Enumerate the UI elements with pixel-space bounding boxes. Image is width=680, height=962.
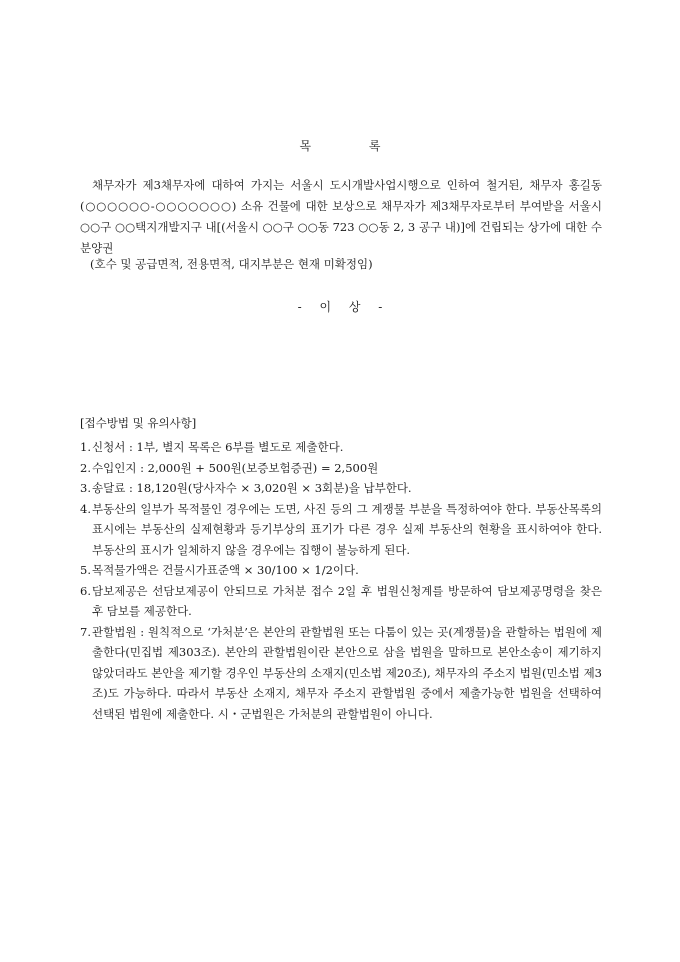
note-number: 5. [80,563,91,577]
note-item [80,499,602,561]
note-text: 관할법원 : 원칙적으로 ‘가처분’은 본안의 관할법원 또는 다툼이 있는 곳(계쟁물)을 관할하는 법원에 제출한다(민집법 제303조). 본안의 관할법원이란 본안으로 삼을 법원을 말하므로 본안소송이 제기하지 않았더라도 본안을 제기할 경우인 부동산의 소재지(민소법 제20조), 채무자의 주소지 법원(민소법 제3조)도 가능하다. 따라서 부동산 소재지, 채무자 주소지 관할법원 중에서 제출가능한 법원을 선택하여 선택된 법원에 제출한다. 시・군법원은 가처분의 관할법원이 아니다. [92,624,602,721]
note-text: 수입인지 : 2,000원 + 500원(보증보험증권) = 2,500원 [92,460,379,475]
note-number: 2. [80,460,91,475]
property-note: (호수 및 공급면적, 전용면적, 대지부분은 현재 미확정임) [90,257,373,271]
note-number: 1. [80,440,91,454]
note-number: 4. [80,501,91,516]
note-item [80,437,602,458]
notes-heading: [접수방법 및 유의사항] [80,416,197,430]
note-item [80,560,602,581]
document-title: 목 록 [299,139,381,153]
note-number: 6. [80,583,91,598]
note-text: 송달료 : 18,120원(당사자수 × 3,020원 × 3회분)을 납부한다. [92,481,412,495]
note-item [80,622,602,725]
note-item [80,581,602,622]
note-item [80,458,602,479]
note-text: 신청서 : 1부, 별지 목록은 6부를 별도로 제출한다. [92,440,344,454]
note-number: 3. [80,481,91,495]
note-text: 목적물가액은 건물시가표준액 × 30/100 × 1/2이다. [92,563,359,577]
notes-list [80,437,602,724]
end-mark: - 이 상 - [297,300,383,314]
note-item [80,478,602,499]
note-number: 7. [80,624,91,639]
note-text: 담보제공은 선담보제공이 안되므로 가처분 접수 2일 후 법원신청계를 방문하여 담보제공명령을 찾은 후 담보를 제공한다. [92,583,602,618]
property-description: 채무자가 제3채무자에 대하여 가지는 서울시 도시개발사업시행으로 인하여 철거된, 채무자 홍길동 (○○○○○○-○○○○○○○) 소유 건물에 대한 보상으로 채무자가 제3채무자로부터 부여받을 서울시 ○○구 ○○택지개발지구 내[(서울시 ○○구 ○○동 723 ○○동 2, 3 공구 내)]에 건립되는 상가에 대한 수분양권 [80,178,602,255]
note-text: 부동산의 일부가 목적물인 경우에는 도면, 사진 등의 그 계쟁물 부분을 특정하여야 한다. 부동산목록의 표시에는 부동산의 실제현황과 등기부상의 표기가 다른 경우 실제 부동산의 현황을 표시하여야 한다. 부동산의 표시가 일체하지 않을 경우에는 집행이 불능하게 된다. [92,501,602,557]
